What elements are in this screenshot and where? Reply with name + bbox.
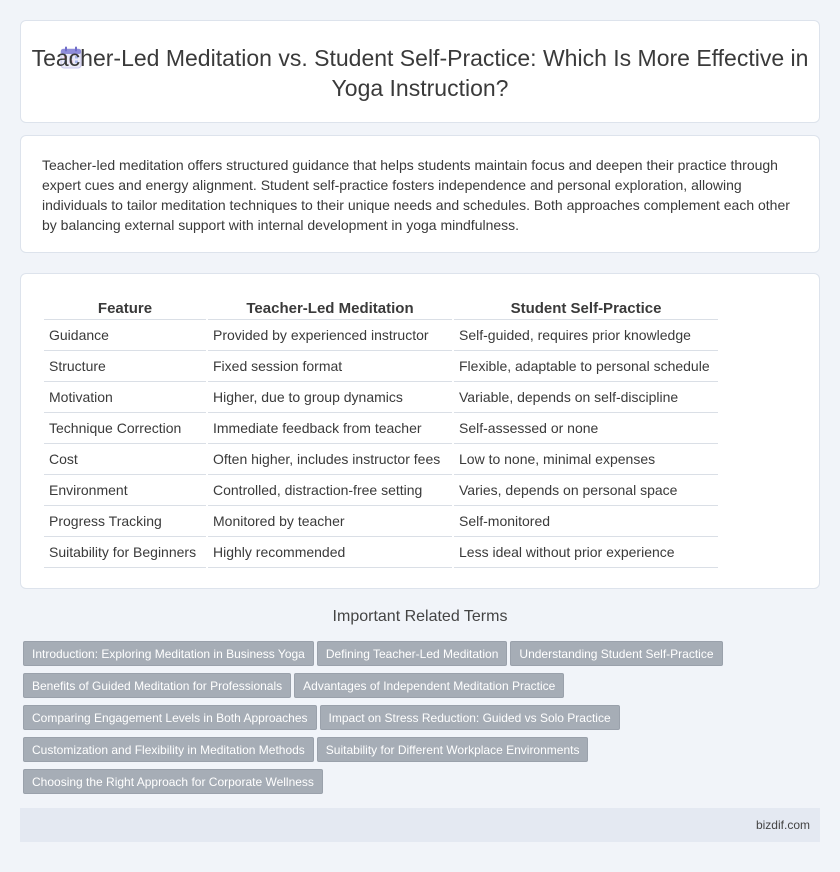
footer — [20, 808, 820, 842]
table-row — [44, 320, 718, 351]
site-link[interactable]: bizdif.com — [755, 818, 810, 832]
column-header-feature: Feature — [44, 295, 206, 320]
table-cell: Guidance — [44, 320, 206, 351]
table-cell: Highly recommended — [208, 537, 452, 568]
column-header-self-practice: Student Self-Practice — [454, 295, 718, 320]
table-cell: Structure — [44, 351, 206, 382]
related-terms-list — [23, 641, 743, 801]
related-terms-heading: Important Related Terms — [332, 608, 508, 625]
related-term-tag[interactable]: Understanding Student Self-Practice — [510, 641, 722, 666]
table-cell: Variable, depends on self-discipline — [454, 382, 718, 413]
table-cell: Less ideal without prior experience — [454, 537, 718, 568]
table-cell: Motivation — [44, 382, 206, 413]
comparison-card — [20, 273, 820, 589]
table-cell: Environment — [44, 475, 206, 506]
table-row — [44, 382, 718, 413]
related-term-tag[interactable]: Choosing the Right Approach for Corporate Wellness — [23, 769, 323, 794]
table-cell: Provided by experienced instructor — [208, 320, 452, 351]
table-cell: Progress Tracking — [44, 506, 206, 537]
intro-paragraph: Teacher-led meditation offers structured guidance that helps students maintain focus and deepen their practice through expert cues and energy alignment. Student self-practice fosters independence and personal exploration, allowing individuals to tailor meditation techniques to their unique needs and schedules. Both approaches complement each other by balancing external support with internal development in yoga mindfulness. — [42, 157, 790, 233]
table-cell: Often higher, includes instructor fees — [208, 444, 452, 475]
related-term-tag[interactable]: Suitability for Different Workplace Environments — [317, 737, 589, 762]
comparison-table — [42, 295, 720, 568]
table-row — [44, 351, 718, 382]
column-header-teacher-led: Teacher-Led Meditation — [208, 295, 452, 320]
related-term-tag[interactable]: Benefits of Guided Meditation for Professionals — [23, 673, 291, 698]
intro-card — [20, 135, 820, 253]
table-row — [44, 444, 718, 475]
page-title: Teacher-Led Meditation vs. Student Self-Practice: Which Is More Effective in Yoga Instruction? — [31, 45, 809, 101]
table-cell: Self-guided, requires prior knowledge — [454, 320, 718, 351]
table-cell: Self-assessed or none — [454, 413, 718, 444]
table-cell: Suitability for Beginners — [44, 537, 206, 568]
related-term-tag[interactable]: Comparing Engagement Levels in Both Approaches — [23, 705, 317, 730]
table-cell: Fixed session format — [208, 351, 452, 382]
table-cell: Higher, due to group dynamics — [208, 382, 452, 413]
table-cell: Low to none, minimal expenses — [454, 444, 718, 475]
table-cell: Controlled, distraction-free setting — [208, 475, 452, 506]
table-row — [44, 475, 718, 506]
related-term-tag[interactable]: Impact on Stress Reduction: Guided vs Solo Practice — [320, 705, 620, 730]
related-term-tag[interactable]: Advantages of Independent Meditation Practice — [294, 673, 564, 698]
table-header-row — [44, 295, 718, 320]
table-row — [44, 506, 718, 537]
table-cell: Immediate feedback from teacher — [208, 413, 452, 444]
title-card — [20, 20, 820, 123]
table-cell: Varies, depends on personal space — [454, 475, 718, 506]
table-cell: Monitored by teacher — [208, 506, 452, 537]
table-cell: Cost — [44, 444, 206, 475]
related-term-tag[interactable]: Defining Teacher-Led Meditation — [317, 641, 508, 666]
table-cell: Self-monitored — [454, 506, 718, 537]
related-term-tag[interactable]: Introduction: Exploring Meditation in Business Yoga — [23, 641, 314, 666]
table-row — [44, 537, 718, 568]
table-row — [44, 413, 718, 444]
table-cell: Flexible, adaptable to personal schedule — [454, 351, 718, 382]
related-term-tag[interactable]: Customization and Flexibility in Meditation Methods — [23, 737, 314, 762]
table-cell: Technique Correction — [44, 413, 206, 444]
